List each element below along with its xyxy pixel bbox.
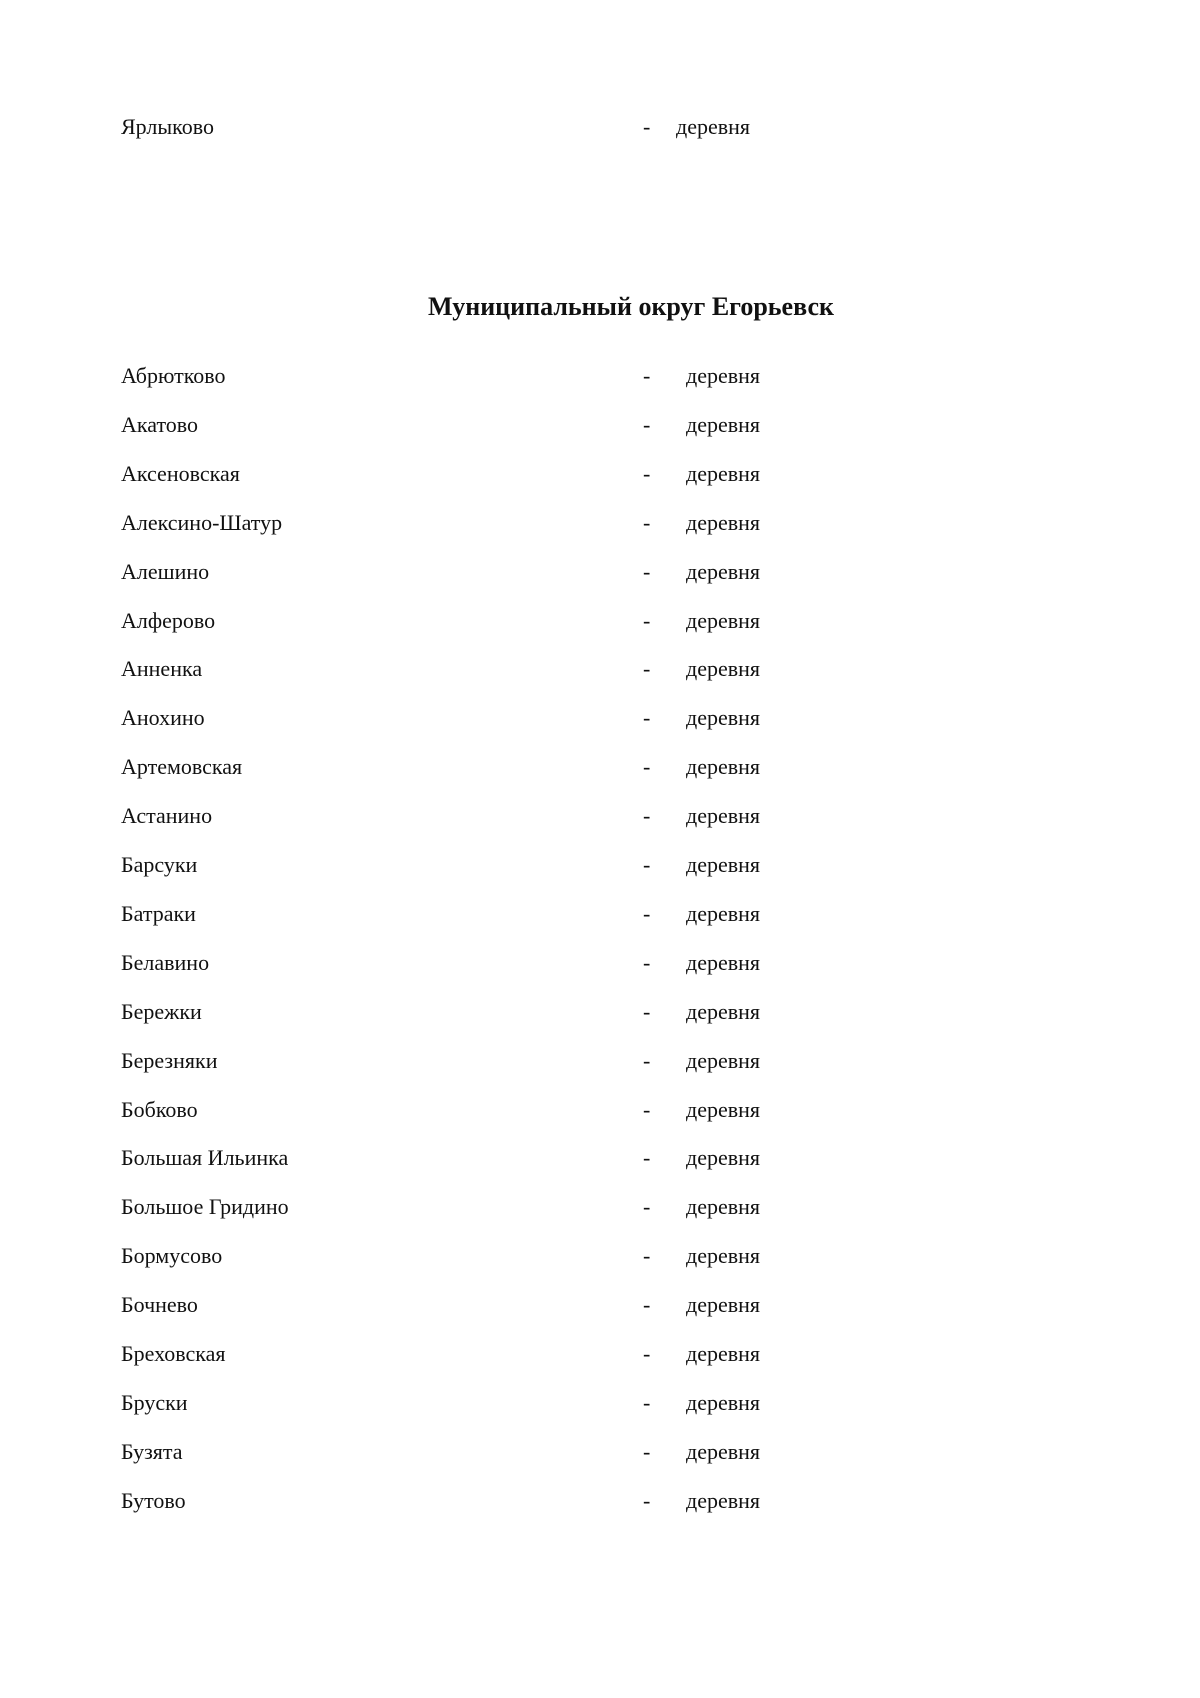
- settlement-type: деревня: [686, 950, 761, 975]
- settlement-name: Бутово: [121, 1488, 186, 1513]
- settlement-type: деревня: [686, 412, 761, 437]
- list-item: [0, 850, 1200, 880]
- separator-dash: -: [643, 1097, 651, 1122]
- settlement-name: Белавино: [121, 950, 210, 975]
- settlement-type: деревня: [686, 559, 761, 584]
- list-item: [0, 1290, 1200, 1320]
- settlement-type: деревня: [686, 608, 761, 633]
- list-item: [0, 606, 1200, 636]
- settlement-type: деревня: [676, 114, 751, 139]
- list-item: [0, 1241, 1200, 1271]
- separator-dash: -: [643, 608, 651, 633]
- settlement-name: Алешино: [121, 559, 210, 584]
- list-item: [0, 112, 1200, 142]
- separator-dash: -: [643, 852, 651, 877]
- settlement-name: Бруски: [121, 1390, 188, 1415]
- settlement-type: деревня: [686, 1488, 761, 1513]
- settlement-type: деревня: [686, 510, 761, 535]
- separator-dash: -: [643, 705, 651, 730]
- list-item: [0, 703, 1200, 733]
- separator-dash: -: [643, 1145, 651, 1170]
- list-item: [0, 410, 1200, 440]
- settlement-name: Батраки: [121, 901, 196, 926]
- settlement-type: деревня: [686, 1390, 761, 1415]
- settlement-name: Акатово: [121, 412, 198, 437]
- settlement-type: деревня: [686, 656, 761, 681]
- settlement-name: Бреховская: [121, 1341, 226, 1366]
- separator-dash: -: [643, 1390, 651, 1415]
- list-item: [0, 801, 1200, 831]
- separator-dash: -: [643, 901, 651, 926]
- separator-dash: -: [643, 1341, 651, 1366]
- settlement-name: Анохино: [121, 705, 205, 730]
- settlement-name: Алексино-Шатур: [121, 510, 283, 535]
- settlement-name: Аксеновская: [121, 461, 240, 486]
- settlement-name: Астанино: [121, 803, 213, 828]
- settlement-type: деревня: [686, 461, 761, 486]
- separator-dash: -: [643, 754, 651, 779]
- settlement-name: Бормусово: [121, 1243, 223, 1268]
- list-item: [0, 1388, 1200, 1418]
- settlement-name: Бережки: [121, 999, 202, 1024]
- settlement-name: Анненка: [121, 656, 203, 681]
- list-item: [0, 1486, 1200, 1516]
- settlement-type: деревня: [686, 1243, 761, 1268]
- separator-dash: -: [643, 363, 651, 388]
- settlement-name: Березняки: [121, 1048, 218, 1073]
- settlement-type: деревня: [686, 1048, 761, 1073]
- settlement-name: Бобково: [121, 1097, 198, 1122]
- list-item: [0, 1095, 1200, 1125]
- section-title: Муниципальный округ Егорьевск: [428, 292, 834, 321]
- separator-dash: -: [643, 999, 651, 1024]
- separator-dash: -: [643, 1488, 651, 1513]
- settlement-type: деревня: [686, 754, 761, 779]
- list-item: [0, 997, 1200, 1027]
- list-item: [0, 508, 1200, 538]
- separator-dash: -: [643, 1439, 651, 1464]
- separator-dash: -: [643, 1194, 651, 1219]
- settlement-type: деревня: [686, 1439, 761, 1464]
- separator-dash: -: [643, 1292, 651, 1317]
- settlement-name: Ярлыково: [121, 114, 214, 139]
- separator-dash: -: [643, 1048, 651, 1073]
- settlement-type: деревня: [686, 999, 761, 1024]
- settlement-name: Барсуки: [121, 852, 198, 877]
- settlement-type: деревня: [686, 1097, 761, 1122]
- list-item: [0, 1437, 1200, 1467]
- settlement-name: Большое Гридино: [121, 1194, 289, 1219]
- list-item: [0, 752, 1200, 782]
- settlement-name: Артемовская: [121, 754, 243, 779]
- settlement-type: деревня: [686, 1292, 761, 1317]
- settlement-name: Бузята: [121, 1439, 183, 1464]
- separator-dash: -: [643, 656, 651, 681]
- separator-dash: -: [643, 114, 651, 139]
- settlement-type: деревня: [686, 852, 761, 877]
- separator-dash: -: [643, 510, 651, 535]
- settlement-type: деревня: [686, 705, 761, 730]
- settlement-name: Абрютково: [121, 363, 226, 388]
- settlement-type: деревня: [686, 1145, 761, 1170]
- list-item: [0, 557, 1200, 587]
- separator-dash: -: [643, 1243, 651, 1268]
- settlement-name: Бочнево: [121, 1292, 198, 1317]
- settlement-name: Большая Ильинка: [121, 1145, 289, 1170]
- settlement-type: деревня: [686, 1341, 761, 1366]
- list-item: [0, 1143, 1200, 1173]
- settlement-type: деревня: [686, 1194, 761, 1219]
- list-item: [0, 1192, 1200, 1222]
- list-item: [0, 899, 1200, 929]
- separator-dash: -: [643, 559, 651, 584]
- separator-dash: -: [643, 803, 651, 828]
- list-item: [0, 459, 1200, 489]
- list-item: [0, 361, 1200, 391]
- list-item: [0, 1339, 1200, 1369]
- separator-dash: -: [643, 461, 651, 486]
- separator-dash: -: [643, 950, 651, 975]
- separator-dash: -: [643, 412, 651, 437]
- list-item: [0, 654, 1200, 684]
- settlement-type: деревня: [686, 363, 761, 388]
- list-item: [0, 948, 1200, 978]
- settlement-name: Алферово: [121, 608, 216, 633]
- settlement-type: деревня: [686, 901, 761, 926]
- list-item: [0, 1046, 1200, 1076]
- settlement-type: деревня: [686, 803, 761, 828]
